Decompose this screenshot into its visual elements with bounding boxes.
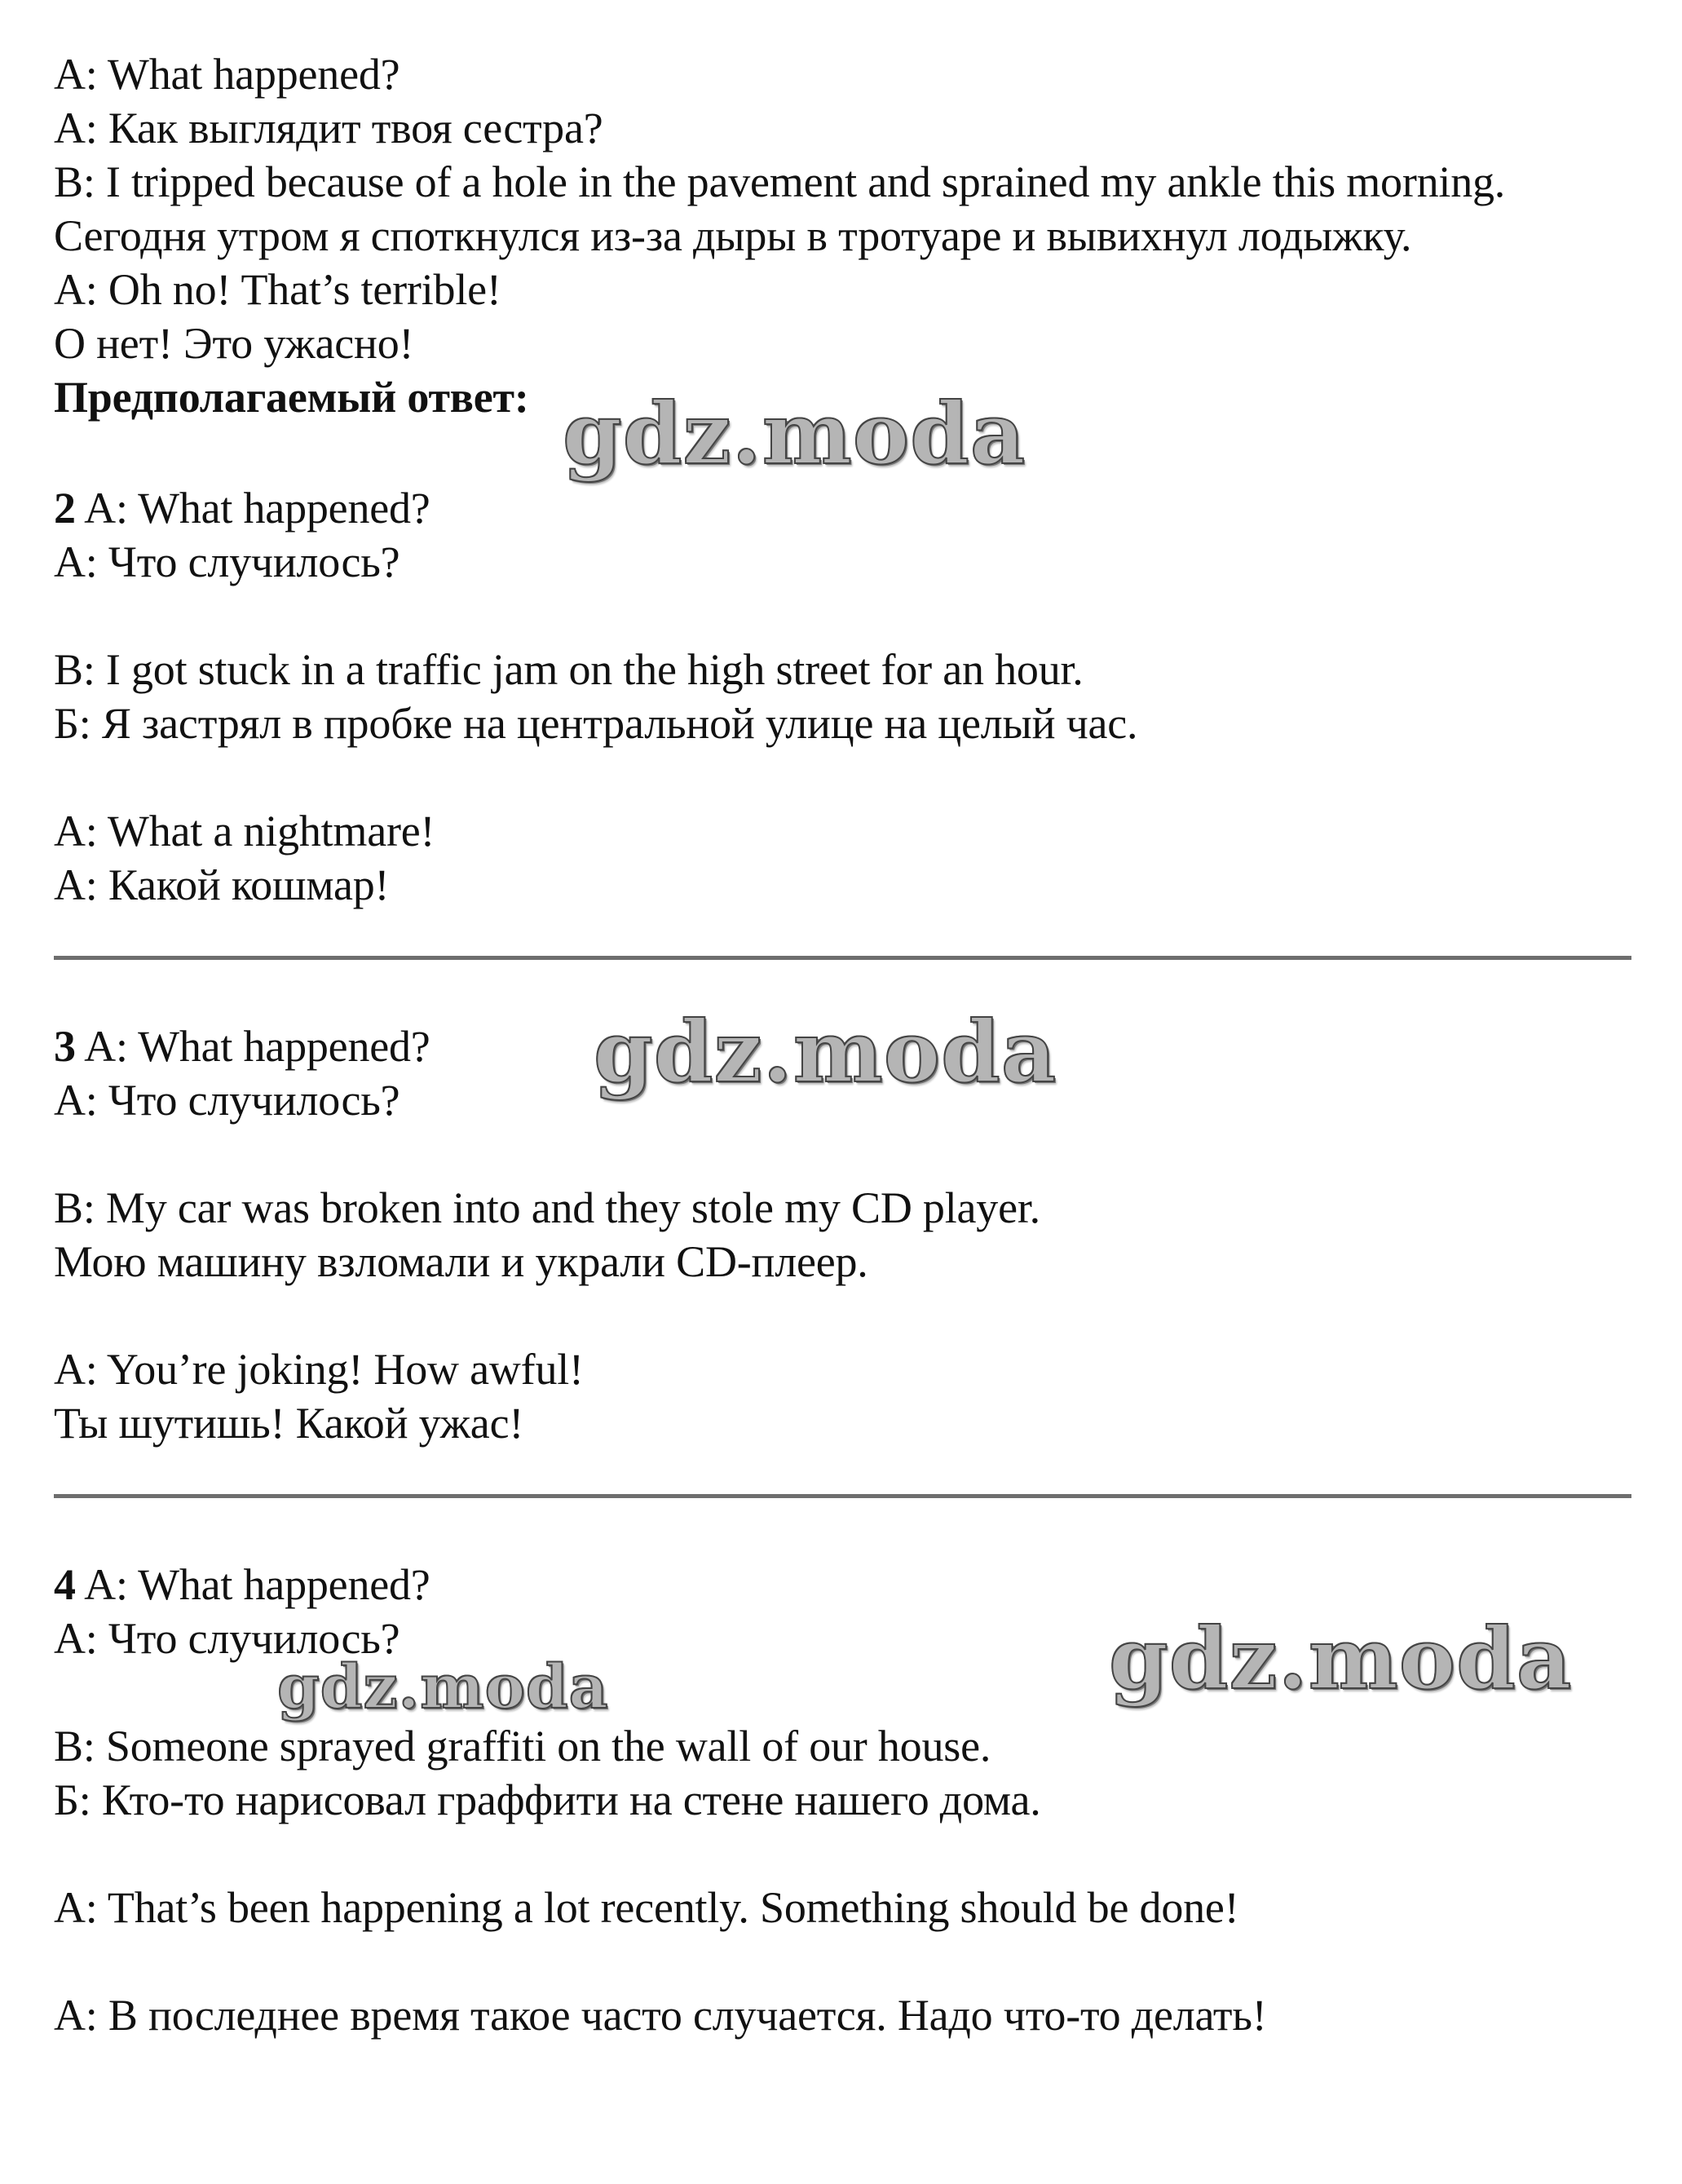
dialog-4-question-text: A: What happened? (84, 1560, 430, 1609)
dialog-1-question-translation: A: Как выглядит твоя сестра? (54, 104, 603, 153)
dialog-4-number: 4 (54, 1560, 76, 1609)
dialog-3-response-translation: Ты шутишь! Какой ужас! (54, 1399, 524, 1448)
dialog-2-question-translation: А: Что случилось? (54, 537, 400, 586)
dialog-4-reply: B: Someone sprayed graffiti on the wall of our house. (54, 1722, 991, 1771)
dialog-2-response-translation: А: Какой кошмар! (54, 860, 390, 909)
dialog-4-question (54, 1558, 430, 1611)
dialog-1-response-translation: О нет! Это ужасно! (54, 319, 414, 368)
dialog-2-reply: B: I got stuck in a traffic jam on the high street for an hour. (54, 645, 1084, 694)
dialog-2-question (54, 481, 430, 535)
answer-heading: Предполагаемый ответ: (54, 373, 529, 422)
dialog-3-reply: B: My car was broken into and they stole my CD player. (54, 1183, 1040, 1232)
dialog-4-reply-translation: Б: Кто-то нарисовал граффити на стене нашего дома. (54, 1775, 1041, 1824)
dialog-1-reply: B: I tripped because of a hole in the pavement and sprained my ankle this morning. (54, 157, 1506, 206)
dialog-4-response-translation: А: В последнее время такое часто случается. Надо что-то делать! (54, 1991, 1267, 2040)
dialog-3-reply-translation: Мою машину взломали и украли CD-плеер. (54, 1237, 868, 1286)
watermark-logo: gdz.moda (277, 1652, 609, 1722)
dialog-1-response: A: Oh no! That’s terrible! (54, 265, 501, 314)
dialog-2-reply-translation: Б: Я застрял в пробке на центральной улице на целый час. (54, 699, 1138, 748)
dialog-2-response: A: What a nightmare! (54, 807, 435, 855)
dialog-2-number: 2 (54, 484, 76, 533)
dialog-3-response: A: You’re joking! How awful! (54, 1345, 584, 1394)
dialog-4-response: A: That’s been happening a lot recently. Something should be done! (54, 1883, 1239, 1932)
dialog-3-number: 3 (54, 1022, 76, 1071)
section-divider (54, 956, 1631, 960)
watermark-logo: gdz.moda (594, 1001, 1057, 1102)
dialog-1-reply-translation: Сегодня утром я споткнулся из-за дыры в тротуаре и вывихнул лодыжку. (54, 211, 1412, 260)
section-divider (54, 1494, 1631, 1498)
watermark-logo: gdz.moda (563, 383, 1026, 484)
dialog-3-question-text: A: What happened? (84, 1022, 430, 1071)
watermark-logo: gdz.moda (1109, 1608, 1573, 1709)
dialog-4-question-translation: А: Что случилось? (54, 1614, 400, 1663)
dialog-3-question-translation: А: Что случилось? (54, 1076, 400, 1125)
dialog-3-question (54, 1019, 430, 1073)
dialog-1-question: A: What happened? (54, 50, 400, 99)
dialog-2-question-text: A: What happened? (84, 484, 430, 533)
